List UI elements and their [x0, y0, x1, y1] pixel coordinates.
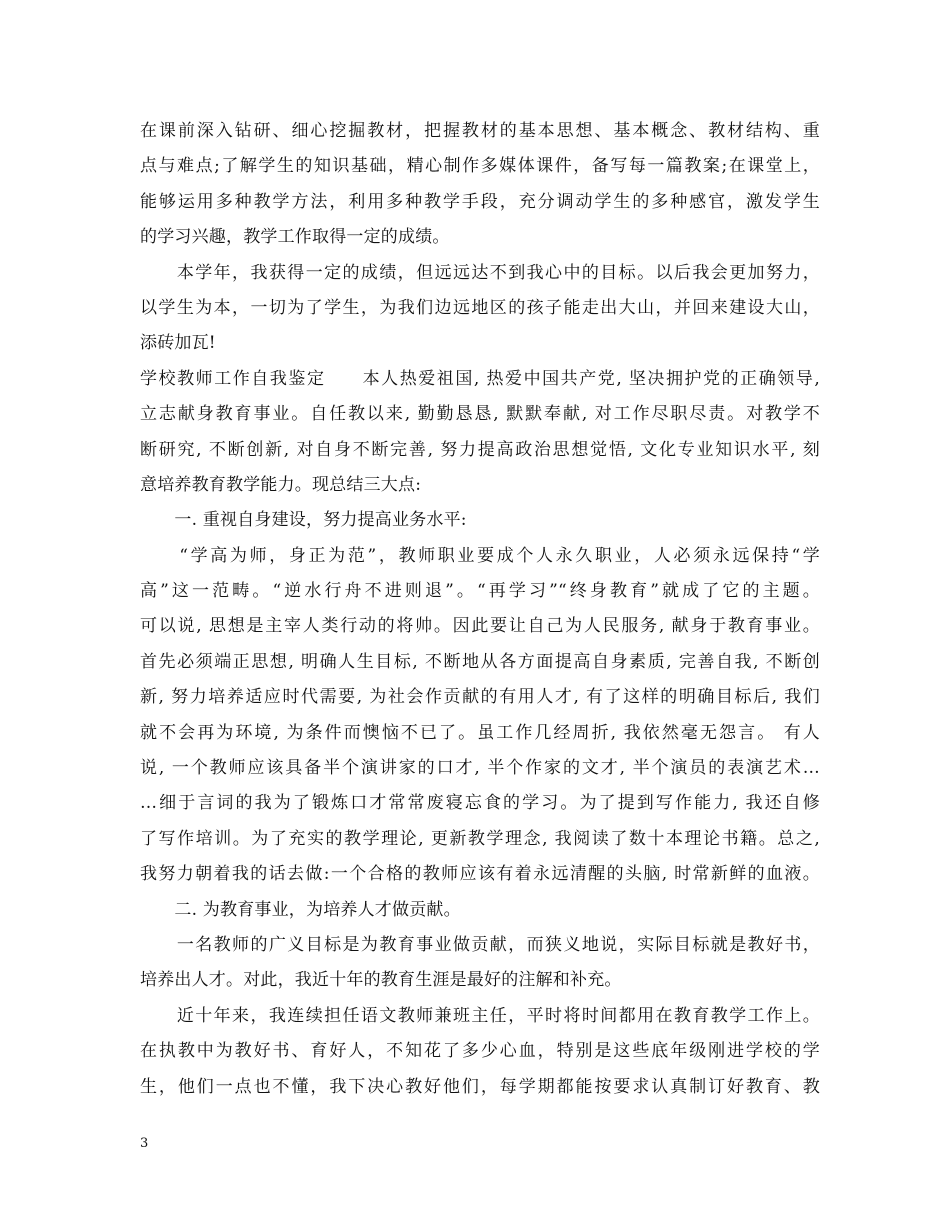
text-line: 生，他们一点也不懂，我下决心教好他们，每学期都能按要求认真制订好教育、教: [140, 1076, 820, 1097]
text-line: 点与难点;了解学生的知识基础，精心制作多媒体课件，备写每一篇教案;在课堂上，: [140, 156, 820, 177]
text-line: 说, 一个教师应该具备半个演讲家的口才, 半个作家的文才, 半个演员的表演艺术…: [140, 758, 820, 779]
text-line: 学校教师工作自我鉴定 本人热爱祖国, 热爱中国共产党, 坚决拥护党的正确领导,: [140, 368, 820, 389]
text-line: 以学生为本，一切为了学生，为我们边远地区的孩子能走出大山，并回来建设大山，: [140, 297, 820, 318]
text-line: 可以说, 思想是主宰人类行动的将帅。因此要让自己为人民服务, 献身于教育事业。: [140, 616, 820, 637]
text-line: 能够运用多种教学方法，利用多种教学手段，充分调动学生的多种感官，激发学生: [140, 191, 820, 212]
text-line: 我努力朝着我的话去做:一个合格的教师应该有着永远清醒的头脑, 时常新鲜的血液。: [140, 864, 820, 885]
text-line: 的学习兴趣，教学工作取得一定的成绩。: [140, 227, 450, 248]
text-line: 培养出人才。对此，我近十年的教育生涯是最好的注解和补充。: [140, 970, 622, 991]
page-number: 3: [140, 1136, 149, 1151]
text-line: 立志献身教育事业。自任教以来, 勤勤恳恳, 默默奉献, 对工作尽职尽责。对教学不: [140, 404, 820, 425]
text-line: 断研究, 不断创新, 对自身不断完善, 努力提高政治思想觉悟, 文化专业知识水平, 刻: [140, 439, 820, 460]
text-line: 近十年来，我连续担任语文教师兼班主任，平时将时间都用在教育教学工作上。: [140, 1005, 820, 1026]
text-line: 一名教师的广义目标是为教育事业做贡献，而狭义地说，实际目标就是教好书，: [140, 934, 820, 955]
text-line: 添砖加瓦!: [140, 333, 216, 354]
text-line: 意培养教育教学能力。现总结三大点:: [140, 474, 422, 495]
text-line: …细于言词的我为了锻炼口才常常废寝忘食的学习。为了提到写作能力, 我还自修: [140, 793, 820, 814]
text-line: “学高为师，身正为范”，教师职业要成个人永久职业，人必须永远保持“学: [140, 545, 820, 566]
text-line: 了写作培训。为了充实的教学理论, 更新教学理念, 我阅读了数十本理论书籍。总之,: [140, 828, 820, 849]
text-line: 二. 为教育事业，为培养人才做贡献。: [140, 899, 461, 920]
text-line: 本学年，我获得一定的成绩，但远远达不到我心中的目标。以后我会更加努力，: [140, 262, 820, 283]
text-line: 在执教中为教好书、育好人，不知花了多少心血，特别是这些底年级刚进学校的学: [140, 1041, 820, 1062]
text-line: 就不会再为环境, 为条件而懊恼不已了。虽工作几经周折, 我依然毫无怨言。 有人: [140, 722, 820, 743]
text-line: 高”这一范畴。“逆水行舟不进则退”。“再学习”“终身教育”就成了它的主题。: [140, 581, 820, 602]
body-text: [140, 114, 820, 1105]
text-line: 新, 努力培养适应时代需要, 为社会作贡献的有用人才, 有了这样的明确目标后, 我们: [140, 687, 820, 708]
text-line: 首先必须端正思想, 明确人生目标, 不断地从各方面提高自身素质, 完善自我, 不断创: [140, 651, 820, 672]
text-line: 在课前深入钻研、细心挖掘教材，把握教材的基本思想、基本概念、教材结构、重: [140, 121, 820, 141]
text-line: 一. 重视自身建设，努力提高业务水平:: [140, 510, 467, 531]
